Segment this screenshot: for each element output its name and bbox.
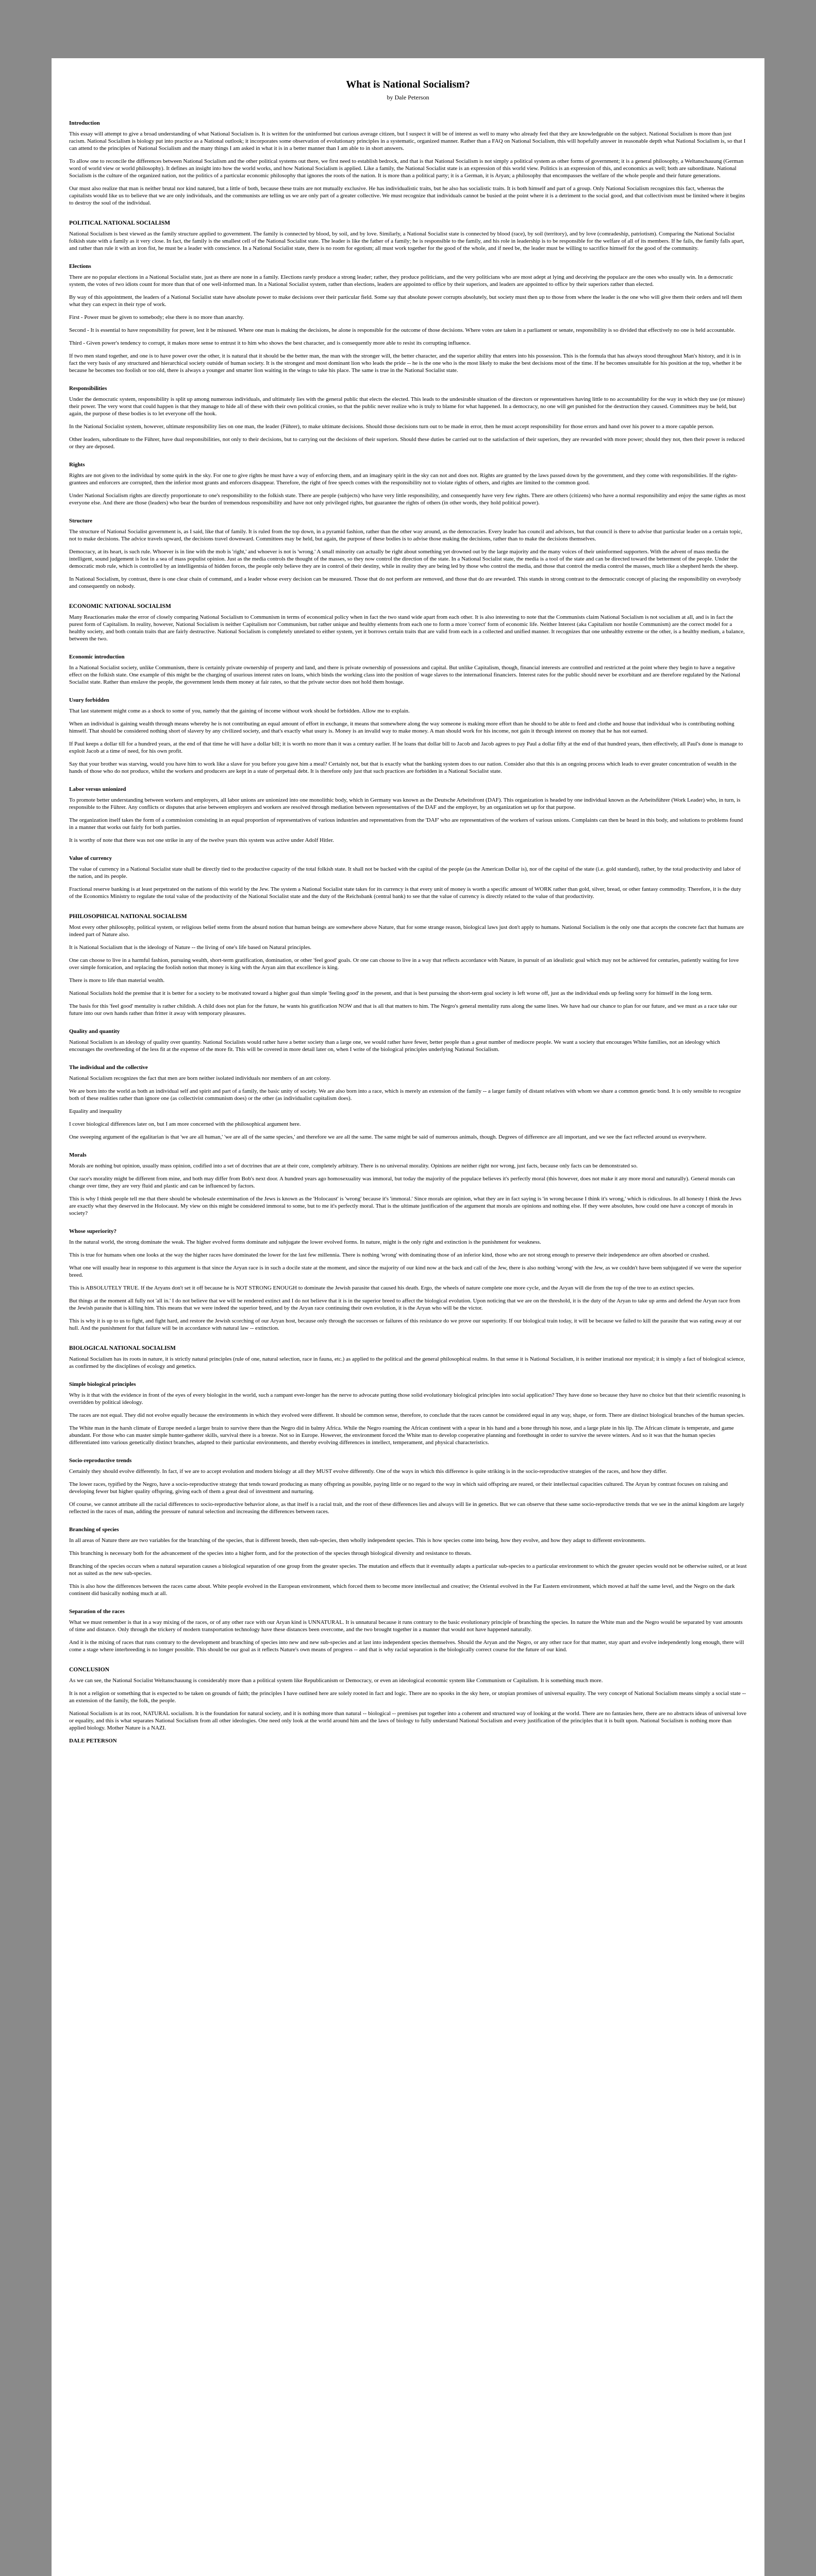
- paragraph: In a National Socialist society, unlike Communism, there is certainly private ownership of property and land, and there is private ownership of possessions and capital. But unlike Capitalism, though, financial interests are controlled and restricted at the point where they begin to have a negative effect on the folkish state. One example of this might be the charging of usurious interest rates on loans, which binds the working class into the position of wage slaves to the international financiers. Interest rates for the public should never be exorbitant and are therefore regulated by the National Socialist state. Rather than enslave the people, the government lends them money at fair rates, so that the private sector does not hold them hostage.: [69, 665, 741, 685]
- paragraph: Say that your brother was starving, would you have him to work like a slave for you before you gave him a meal? Certainly not, but that is exactly what the banking system does to our nation. Consider also that this is an ongoing process which leads to ever greater concentration of wealth in the hands of those who do not produce, whilst the workers and producers are kept in a state of perpetual debt. It is therefore only just that such practices are forbidden in a National Socialist state.: [69, 761, 737, 774]
- section-heading: Whose superiority?: [69, 1228, 116, 1234]
- paragraph: Most every other philosophy, political system, or religious belief stems from the absurd notion that human beings are somewhere above Nature, that for some strange reason, biological laws just don't apply to humans. National Socialism is the only one that accepts the concrete fact that humans are indeed part of Nature also.: [69, 924, 744, 938]
- paragraph: If two men stand together, and one is to have power over the other, it is natural that it should be the better man, the man with the stronger will, the better character, and the superior ability that enters into his possession. This is the formula that has always stood throughout Man's history, and it is in fact the very basis of any structured and hierarchical society outside of human society. It is the strongest and most dominant lion who leads the pride -- he is the one who is the most likely to make the best decisions most of the time. If he becomes unsuitable for his position at the top, whether it be because he becomes too foolish or too old, there is always a younger and smarter lion waiting in the wings to take his place. The same is true in the National Socialist state.: [69, 353, 742, 374]
- author-signature: DALE PETERSON: [69, 1738, 117, 1744]
- paragraph: This branching is necessary both for the advancement of the species into a higher form, and for the protection of the species through biological diversity and resistance to threats.: [69, 1550, 472, 1556]
- paragraph: When an individual is gaining wealth through means whereby he is not contributing an equal amount of effort in exchange, it means that somewhere along the way someone is making more effort than he should to be able to feed and clothe and house that individual who is contributing nothing himself. That should be considered nothing short of slavery by any civilized society, and that's exactly what usury is. Money is an invalid way to make money. A man should work for his income, not gain it through interest on money that he has not earned.: [69, 721, 735, 734]
- paragraph: To allow one to reconcile the differences between National Socialism and the other political systems out there, we first need to establish bedrock, and that is that National Socialism is not simply a political system as other forms of government; it is a general philosophy, a Weltanschauung (German word of world view or world philosophy). It defines an insight into how the world works, and how National Socialism is applied. Like a family, the National Socialist state is an expression of this world view. Politics is an expression of this, and economics as well; both are subordinate. National Socialism is the culture of the organized nation, not the politics of a particular economic philosophy that ignores the roots of the nation. It is more than a political party; it is a German, it is Aryan; a philosophy that encompasses the welfare of the whole people and their future generations.: [69, 158, 744, 179]
- section-heading: POLITICAL NATIONAL SOCIALISM: [69, 220, 170, 226]
- paragraph: It is worthy of note that there was not one strike in any of the twelve years this system was active under Adolf Hitler.: [69, 837, 334, 843]
- section-heading: Labor versus unionized: [69, 786, 126, 792]
- paragraph: Under the democratic system, responsibility is split up among numerous individuals, and ultimately lies with the general public that elects the elected. This leads to the undesirable situation of the directors or representatives having little to no accountability for the way in which they use (or misuse) their power. The very worst that could happen is that they manage to hide all of these with their own political cronies, so that the public never realize who is truly to blame for what happened. In a democracy, no one will get punished for the destruction they caused. Committees may be held, but again, the purpose of these bodies is to let everyone off the hook.: [69, 396, 745, 417]
- paragraph: Our must also realize that man is neither brutal nor kind natured, but a little of both, because these traits are not mutually exclusive. He has individualistic traits, but he also has socialistic traits. It is both himself and part of a group. Only National Socialism recognizes this fact, whereas the capitalists would like us to believe that we are only individuals, and the communists are telling us we are only part of a greater collective. We must recognize that individuals cannot be busied at the point where it is a detriment to the social good, and that collectivism must be limited where it begins to destroy the soul of the individual.: [69, 185, 745, 206]
- paragraph: Rights are not given to the individual by some quirk in the sky. For one to give rights he must have a way of enforcing them, and an imaginary spirit in the sky can not and does not. Rights are granted by the laws passed down by the government, and they come with responsibilities. If the rights-grantees and enforcers are corrupted, then the inferior most grants and enforcers disappear. Therefore, the right of free speech comes with the responsibility not to violate rights of others, and rights are limited to the common good.: [69, 472, 738, 486]
- paragraph: In National Socialism, by contrast, there is one clear chain of command, and a leader whose every decision can be measured. Those that do not perform are removed, and those that do are rewarded. This stands in strong contrast to the democratic concept of placing the responsibility on everybody and consequently on nobody.: [69, 576, 741, 589]
- section-heading: Structure: [69, 518, 93, 524]
- section-heading: Elections: [69, 263, 91, 269]
- paragraph: National Socialists hold the premise that it is better for a society to be motivated toward a higher goal than simple 'feeling good' in the present, and that is best pursuing the short-term goal society is left worse off, just as the individual ends up feeling sorry for himself in the long term.: [69, 990, 713, 996]
- paragraph: There is more to life than material wealth.: [69, 977, 165, 984]
- section-heading: Socio-reproductive trends: [69, 1458, 132, 1464]
- page-title: What is National Socialism?: [346, 79, 470, 90]
- article-page: [52, 58, 764, 2576]
- section-heading: Rights: [69, 462, 85, 468]
- paragraph: Third - Given power's tendency to corrupt, it makes more sense to entrust it to him who shows the best character, and is consequently more able to resist its corrupting influence.: [69, 340, 471, 346]
- paragraph: First - Power must be given to somebody; else there is no more than anarchy.: [69, 314, 244, 320]
- paragraph: We are born into the world as both an individual self and spirit and part of a family, the basic unity of society. We are also born into a race, which is merely an extension of the family -- a larger family of distant relatives with whom we share a common genetic bond. It is only sensible to recognize both of these realities rather than ignore one (as collectivist communism does) or the other (as individualist capitalism does).: [69, 1088, 741, 1101]
- article-body: [69, 120, 747, 1732]
- section-heading: Introduction: [69, 120, 100, 126]
- paragraph: The races are not equal. They did not evolve equally because the environments in which they evolved were different. It should be common sense, therefore, to conclude that the races cannot be considered equal in any way, shape, or form. There are distinct biological branches of the human species.: [69, 1412, 745, 1418]
- paragraph: It is not a religion or something that is expected to be taken on grounds of faith; the principles I have outlined here are solely rooted in fact and logic. There are no spooks in the sky here, or utopian promises of universal equality. The very concept of National Socialism means simply a social state -- an extension of the family, the folk, the people.: [69, 1690, 746, 1704]
- paragraph: The value of currency in a National Socialist state shall be directly tied to the productive capacity of the total folkish state. It shall not be backed with the capital of the people (as the American Dollar is), nor of the capital of the state (i.e. gold standard), rather, by the total productivity and labor of the nation, and its people.: [69, 866, 741, 879]
- paragraph: National Socialism is an ideology of quality over quantity. National Socialists would rather have a better society than a large one, we would rather have fewer, better people than a great number of mediocre people. We want a society that encourages White families, not an ideology which encourages the overbreeding of the less fit at the expense of the more fit. This will be covered in more detail later on, when I write of the biological principles underlying National Socialism.: [69, 1039, 720, 1053]
- paragraph: By way of this appointment, the leaders of a National Socialist state have absolute power to make decisions over their particular field. Some say that absolute power corrupts absolutely, but society must then up to those from where the leader is the one who will give them their orders and tell them what they can expect in their type of work.: [69, 294, 742, 308]
- paragraph: This essay will attempt to give a broad understanding of what National Socialism is. It is written for the uninformed but curious average citizen, but I suspect it will be of interest as well to many who already feel that they are knowledgeable on the subject. National Socialism is more than just racism. National Socialism is biology put into practice as a National outlook; it incorporates some observation of evolutionary principles in a systematic, organized manner. Rather than a FAQ on National Socialism, this will hopefully answer in reasonable depth what National Socialism is, so that I can attend to the principles of National Socialism and the many things I am asked in what it is in a better manner than I am able to in short answers.: [69, 131, 746, 151]
- paragraph: The structure of National Socialist government is, as I said, like that of family. It is ruled from the top down, in a pyramid fashion, rather than the other way around, as the democracies. Every leader has council and advisors, but that council is there to advise that particular leader on a certain topic, not to make decisions. The advice travels upward, the decisions travel downward. Committees may be held, but again, the purpose of these bodies is to advise those making the decisions, rather than to make the decisions themselves.: [69, 529, 743, 542]
- paragraph: This is also how the differences between the races came about. White people evolved in the European environment, which forced them to become more intellectual and creative; the Oriental evolved in the Far Eastern environment, which moved at half the same level, and the Negro on the dark continent did basically nothing much at all.: [69, 1583, 735, 1597]
- paragraph: There are no popular elections in a National Socialist state, just as there are none in a family. Elections rarely produce a strong leader; rather, they produce politicians, and the very politicians who are most adept at lying and deceiving the populace are the ones who usually win. In a democratic system, the votes of two idiots count for more than that of one well-informed man. In a National Socialist system, rather than elections, leaders are appointed to office by their superiors, and leaders are appointed to office by their superiors rather than elected.: [69, 274, 734, 287]
- paragraph: What one will usually hear in response to this argument is that since the Aryan race is in such a docile state at the moment, and since the majority of our kind now at the back and call of the Jew, there is also nothing 'wrong' with the Jew, as we couldn't have been subjugated if we were the superior breed.: [69, 1265, 742, 1278]
- paragraph: And it is the mixing of races that runs contrary to the development and branching of species into new and new sub-species and at last into independent species themselves. Should the Aryan and the Negro, or any other race for that matter, stay apart and evolve independently long enough, there will come a stage where interbreeding is no longer possible. This should be our goal as it reflects Nature's own means of progress -- and that is why racial separation is the biologically correct course for the future of our kind.: [69, 1639, 744, 1653]
- section-heading: Economic introduction: [69, 654, 125, 660]
- paragraph: Under National Socialism rights are directly proportionate to one's responsibility to the folkish state. There are people (subjects) who have very little responsibility, and consequently have very few rights. There are others (citizens) who have a normal responsibility and enjoy the same rights as most everyone else. And there are those (leaders) who bear the burden of tremendous responsibility and have not only privileged rights, but guarantee the rights of others (in other words, they hold political power).: [69, 493, 746, 506]
- section-heading: Separation of the races: [69, 1608, 125, 1615]
- paragraph: In the National Socialist system, however, ultimate responsibility lies on one man, the leader (Führer), to make ultimate decisions. Should those decisions turn out to be made in error, then he must accept responsibility for those errors and hand over his power to a more capable person.: [69, 423, 714, 430]
- paragraph: One can choose to live in a harmful fashion, pursuing wealth, short-term gratification, domination, or other 'feel good' goals. Or one can choose to live in a way that reflects accordance with Nature, in pursuit of an idealistic goal which may not be achieved for centuries, patiently waiting for love over simple fornication, and replacing the foolish notion that money is king with the Aryan aim that excellence is king.: [69, 957, 739, 971]
- paragraph: This is ABSOLUTELY TRUE. If the Aryans don't set it off because he is NOT STRONG ENOUGH to dominate the Jewish parasite that caused his death. Ergo, the wheels of nature complete one more cycle, and the Aryan will die from the top of the tree to an extinct species.: [69, 1285, 695, 1291]
- section-heading: CONCLUSION: [69, 1667, 109, 1673]
- section-heading: ECONOMIC NATIONAL SOCIALISM: [69, 603, 171, 609]
- paragraph: Fractional reserve banking is at least perpetrated on the nations of this world by the Jew. The system a National Socialist state takes for its currency is that every unit of money is worth a specific amount of WORK rather than gold, silver, bread, or other fantasy commodity. Therefore, it is the duty of the Economics Ministry to regulate the total value of the productivity of the National Socialist state and the duty of the Reichsbank (central bank) to see that the value of currency is directly related to the value of that productivity.: [69, 886, 741, 900]
- section-heading: PHILOSOPHICAL NATIONAL SOCIALISM: [69, 913, 187, 920]
- paragraph: Democracy, at its heart, is such rule. Whoever is in line with the mob is 'right,' and whoever is not is 'wrong.' A small minority can actually be right about something yet drowned out by the large majority and the many voices of their uninformed supporters. With the advent of mass media the intelligent, sound judgement is lost in a sea of mass populist opinion. Just as the media controls the thought of the masses, so they now control the direction of the state. In a National Socialist state, the media is a tool of the state and can be directed toward the betterment of the people. Under the democratic mob rule, which is controlled by an intelligentsia of hidden forces, the people only believe they are in control of their destiny, while in reality they are being led by those who control the media, and those that control the media control the masses, much like a shepherd herds the sheep.: [69, 549, 739, 569]
- section-heading: Morals: [69, 1152, 87, 1158]
- paragraph: As we can see, the National Socialist Weltanschauung is considerably more than a political system like Republicanism or Democracy, or even an ideological economic system like Communism or Capitalism. It is something much more.: [69, 1677, 603, 1684]
- paragraph: National Socialism recognizes the fact that men are born neither isolated individuals nor members of an ant colony.: [69, 1075, 331, 1081]
- paragraph: In the natural world, the strong dominate the weak. The higher evolved forms dominate and subjugate the lower evolved forms. In nature, might is the only right and extinction is the punishment for weakness.: [69, 1239, 541, 1245]
- paragraph: Our race's morality might be different from mine, and both may differ from Bob's next door. A hundred years ago homosexuality was immoral, but today the majority of the populace believes it's perfectly moral (this however, does not make it any more moral and naturally). General morals can change over time, they are very fluid and plastic and can be influenced by factors.: [69, 1176, 735, 1189]
- paragraph: Why is it that with the evidence in front of the eyes of every biologist in the world, such a rampant ever-longer has the nerve to advocate putting those solid evolutionary biological principles into social application? They have done so because they have no choice but that their scientific reasoning is overridden by political ideology.: [69, 1392, 746, 1405]
- section-heading: The individual and the collective: [69, 1064, 148, 1071]
- paragraph: It is National Socialism that is the ideology of Nature -- the living of one's life based on Natural principles.: [69, 944, 311, 951]
- paragraph: The White man in the harsh climate of Europe needed a larger brain to survive there than the Negro did in balmy Africa. While the Negro roaming the African continent with a spear in his hand and a bone through his nose, and a large plate in his lip. The African climate is temperate, and game abundant. For those who can master simple hunter-gatherer skills, survival there is a breeze. Not so in Europe. However, the environment forced the White man to develop cooperative planning and forethought in order to survive the severe winters. And so it was that the human species differentiated into various genetically distinct branches, adapted to their particular environments, and thereby evolving differences in intellect, temperament, and physical characteristics.: [69, 1425, 734, 1446]
- section-heading: Simple biological principles: [69, 1381, 136, 1387]
- section-heading: Quality and quantity: [69, 1028, 120, 1035]
- byline: by Dale Peterson: [387, 94, 429, 101]
- paragraph: This is true for humans when one looks at the way the higher races have dominated the lower for the last few millennia. There is nothing 'wrong' with dominating those of an inferior kind, those who are not strong enough to preserve their independence are often absorbed or crushed.: [69, 1252, 710, 1258]
- paragraph: What we must remember is that in a way mixing of the races, or of any other race with our Aryan kind is UNNATURAL. It is unnatural because it runs contrary to the basic evolutionary principle of branching the species. In nature the White man and the Negro would be separated by vast amounts of time and distance. Only through the trickery of modern transportation technology have these distances been overcome, and the two brought together in a manner that would not have happened naturally.: [69, 1619, 743, 1633]
- paragraph: National Socialism is best viewed as the family structure applied to government. The family is connected by blood, by soil, and by love. Similarly, a National Socialist state is connected by blood (race), by soil (territory), and by love (comradeship, patriotism). Comparing the National Socialist folkish state with a family as it very close. In fact, the family is the smallest cell of the National Socialist state. The leader is like the father of a family; he is responsible to the family, and his role in leadership is to be responsible for the welfare of all of its members. If he fails, the family falls apart, and rather than rule it with an iron fist, he must be a leader with conscience. In a National Socialist state, there is no room for egotism; all must work together for the good of the whole, and if need be, the leader must be willing to sacrifice himself for the good of the community.: [69, 231, 744, 251]
- paragraph: In all areas of Nature there are two variables for the branching of the species, that is different breeds, then sub-species, then wholly independent species. This is how species come into being, how they evolve, and how they adapt to different environments.: [69, 1537, 646, 1544]
- paragraph: Many Reactionaries make the error of closely comparing National Socialism to Communism in terms of economical policy when in fact the two stand wide apart from each other. It is also interesting to note that the Communists claim National Socialism is not socialism at all, and is in fact the purest form of Capitalism. In reality, however, National Socialism is neither Capitalism nor Communism, but rather unique and healthy elements from each one to form a more 'correct' form of economic life. Neither Interest (aka Capitalism nor hostile Communism) are the correct model for a healthy society, and both contain traits that are fairly destructive. National Socialism is completely unrelated to either system, yet it borrows certain traits that are valid from each in a collected and unified manner. It recognizes that one unhealthy extreme or the other, is a healthy medium, a balance, between the two.: [69, 614, 745, 642]
- paragraph: Second - It is essential to have responsibility for power, lest it be misused. Where one man is making the decisions, he alone is responsible for the outcome of those decisions. Where votes are taken in a parliament or senate, responsibility is so divided that effectively no one is held accountable.: [69, 327, 736, 333]
- paragraph: Equality and inequality: [69, 1108, 122, 1114]
- paragraph: National Socialism has its roots in nature, it is strictly natural principles (rule of one, natural selection, race in fauna, etc.) as applied to the political and the general philosophical realms. In that sense it is National Socialism, it is neither irrational nor mystical; it is simply a fact of biological science, as confirmed by the disciplines of ecology and genetics.: [69, 1356, 745, 1369]
- paragraph: One sweeping argument of the egalitarian is that 'we are all human,' 'we are all of the same species,' and therefore we are all the same. The same might be said of numerous animals, though. Degrees of difference are all important, and we see the fact reflected around us everywhere.: [69, 1134, 707, 1140]
- paragraph: Of course, we cannot attribute all the racial differences to socio-reproductive behavior alone, as that itself is a racial trait, and the root of these differences lies and always will lie in genetics. But we can observe that these same socio-reproductive trends that we see in the animal kingdom are largely reflected in the races of man, adding the pressure of natural selection and increasing the differences between races.: [69, 1501, 744, 1515]
- paragraph: The basis for this 'feel good' mentality is rather childish. A child does not plan for the future, he wants his gratification NOW and that is all that matters to him. The Negro's general mentality runs along the same lines. We have had our chance to plan for our future, and we must as a race take our future into our own hands rather than fritter it away with temporary pleasures.: [69, 1003, 737, 1016]
- section-heading: Branching of species: [69, 1527, 119, 1533]
- paragraph: This is why it is up to us to fight, and fight hard, and restore the Jewish scorching of our Aryan host, because only through the successes or failures of this resistance do we prove our superiority. If our biological train today, it will be because we failed to kill the parasite that was eating away at our hull. And the punishment for that failure will be in accordance with natural law -- extinction.: [69, 1318, 742, 1331]
- paragraph: Other leaders, subordinate to the Führer, have dual responsibilities, not only to their decisions, but to carrying out the decisions of their superiors. Should these duties be carried out to the satisfaction of their superiors, they are rewarded with more power; should they not, then their power is reduced or they are deposed.: [69, 436, 745, 450]
- section-heading: Usury forbidden: [69, 697, 109, 703]
- paragraph: The organization itself takes the form of a commission consisting in an equal proportion of representatives of various industries and representatives from the 'DAF' who are representatives of the workers of various unions. Complaints can then be heard in this body, and solutions to problems found in a manner that works out fairly for both parties.: [69, 817, 743, 831]
- paragraph: That last statement might come as a shock to some of you, namely that the gaining of income without work should be forbidden. Allow me to explain.: [69, 708, 410, 714]
- section-heading: Value of currency: [69, 855, 112, 861]
- paragraph: I cover biological differences later on, but I am more concerned with the philosophical argument here.: [69, 1121, 301, 1127]
- paragraph: Branching of the species occurs when a natural separation causes a biological separation of one group from the greater species. The mutation and effects that it eventually adapts a particular sub-species to a particular environment to which the greater species would not be otherwise suited, or at least not as suited as the new sub-species.: [69, 1563, 747, 1577]
- paragraph: National Socialism is at its root, NATURAL socialism. It is the foundation for natural society, and it is nothing more than natural -- biological -- premises put together into a coherent and structured way of looking at the world. There are no fantasies here, there are no abstracts ideas of universal love or equality, and this is what separates National Socialism from all other ideologies. One need only look at the world around him and the laws of biology to fully understand National Socialism and every justification of the principles that it is built upon. National Socialism is nothing more than applied biology. Mother Nature is a NAZI.: [69, 1710, 747, 1731]
- paragraph: This is why I think people tell me that there should be wholesale extermination of the Jews is known as the 'Holocaust' is 'wrong' because it's 'immoral.' Since morals are opinion, what they are in fact saying is 'in wrong because I think it's wrong,' which is ridiculous. In all honesty I think the Jews are exactly what they deserved in the Holocaust. My view on this might be considered immoral to some, but to me it's perfectly moral. That is the ultimate justification of the argument that morals are opinions and nothing else. If they were absolutes, how could one have a concept of morals in society?: [69, 1196, 742, 1216]
- section-heading: BIOLOGICAL NATIONAL SOCIALISM: [69, 1345, 176, 1351]
- paragraph: The lower races, typified by the Negro, have a socio-reproductive strategy that tends toward producing as many offspring as possible, paying little or no regard to the way in which said offspring are reared, or their intellectual capacities cultured. The Aryan by contrast focuses on raising and developing fewer but higher quality offspring, giving each of them a great deal of investment and nurturing.: [69, 1481, 728, 1495]
- paragraph: To promote better understanding between workers and employers, all labor unions are unionized into one monolithic body, which in Germany was known as the Deutsche Arbeitsfront (DAF). This organization is headed by one individual known as the Arbeitsführer (Work Leader) who, in turn, is responsible to the Führer. Any conflicts or disputes that arise between employers and workers are resolved through mediation between representatives of the DAF and the employer, by an organization set up for that purpose.: [69, 797, 741, 810]
- paragraph: But things at the moment all fully not 'all in.' I do not believe that we will be rendered extinct and I do not believe that it is in the superior breed to affect the biological evolution. Upon noticing that we are on the threshold, it is the duty of the Aryan to take up arms and defend the Aryan race from the Jewish parasite that is killing him. This means that we were indeed the superior breed, and by the Aryan race continuing their own evolution, it is the Aryan who will be the victor.: [69, 1298, 741, 1311]
- section-heading: Responsibilities: [69, 385, 107, 392]
- paragraph: Certainly they should evolve differently. In fact, if we are to accept evolution and modern biology at all they MUST evolve differently. One of the ways in which this difference is quite striking is in the socio-reproductive strategies of the races, and how they differ.: [69, 1468, 667, 1475]
- paragraph: Morals are nothing but opinion, usually mass opinion, codified into a set of doctrines that are at their core, completely arbitrary. There is no universal morality. Opinions are neither right nor wrong, just facts, because only facts can be demonstrated so.: [69, 1163, 638, 1169]
- paragraph: If Paul keeps a dollar till for a hundred years, at the end of that time he will have a dollar bill; it is worth no more than it was a century earlier. If he loans that dollar bill to Jacob and Jacob agrees to pay Paul a dollar fifty at the end of that hundred years, then effectively, all Paul's done is manage to exploit Jacob at a time of need, for his own profit.: [69, 741, 743, 754]
